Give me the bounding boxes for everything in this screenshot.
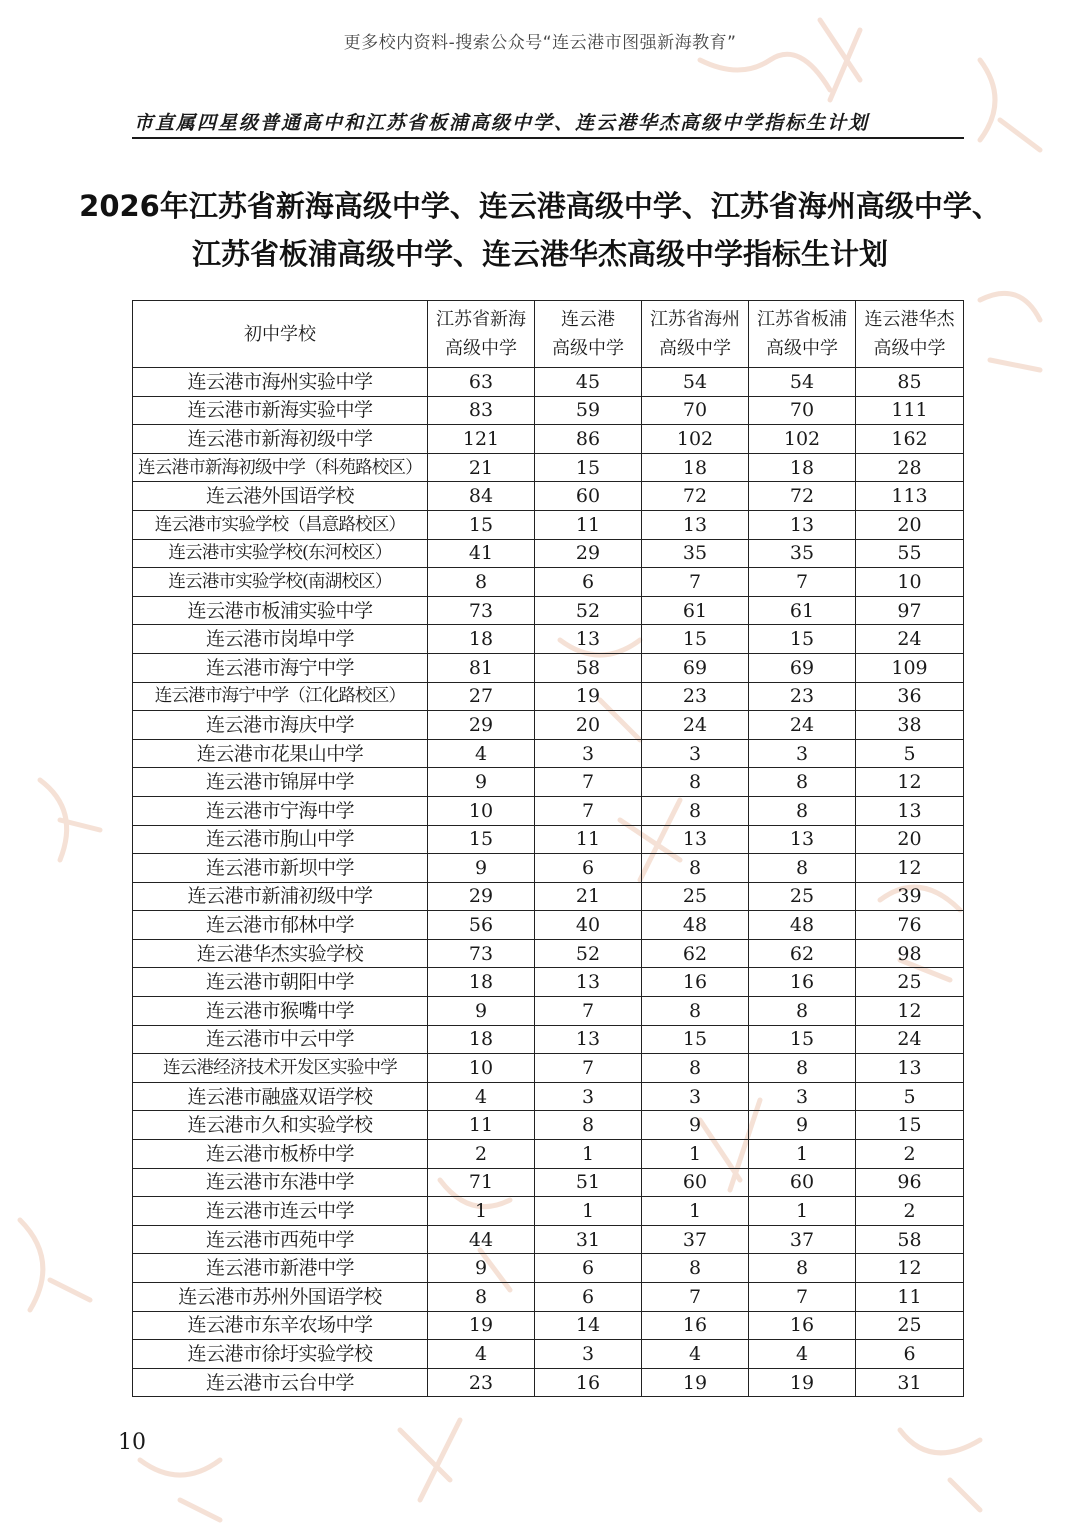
quota-cell: 37 [642,1225,749,1254]
table-row [133,854,964,883]
school-name-cell: 连云港市花果山中学 [133,739,428,768]
table-row [133,396,964,425]
table-row [133,453,964,482]
table-row [133,425,964,454]
quota-cell: 15 [428,510,535,539]
table-row [133,1054,964,1083]
column-header-line1: 江苏省海州 [650,309,740,330]
quota-cell: 19 [428,1311,535,1340]
quota-cell: 10 [856,568,964,597]
quota-cell: 12 [856,1254,964,1283]
quota-cell: 4 [642,1340,749,1369]
quota-cell: 13 [856,1054,964,1083]
quota-cell: 24 [642,711,749,740]
school-name-cell: 连云港市新浦初级中学 [133,882,428,911]
table-row [133,1082,964,1111]
quota-cell: 1 [642,1197,749,1226]
quota-cell: 84 [428,482,535,511]
quota-cell: 7 [749,1283,856,1312]
quota-cell: 19 [535,682,642,711]
quota-cell: 9 [428,854,535,883]
quota-cell: 1 [749,1197,856,1226]
quota-cell: 15 [856,1111,964,1140]
quota-cell: 16 [642,968,749,997]
school-name-cell: 连云港市新海实验中学 [133,396,428,425]
quota-cell: 13 [749,510,856,539]
school-name-cell: 连云港市连云中学 [133,1197,428,1226]
quota-cell: 85 [856,368,964,397]
quota-cell: 58 [535,653,642,682]
quota-cell: 4 [749,1340,856,1369]
quota-cell: 52 [535,939,642,968]
quota-cell: 2 [856,1197,964,1226]
quota-cell: 97 [856,596,964,625]
quota-cell: 3 [535,739,642,768]
school-name-cell: 连云港市朝阳中学 [133,968,428,997]
quota-cell: 7 [749,568,856,597]
school-name-cell: 连云港市实验学校（昌意路校区） [133,510,428,539]
quota-cell: 20 [856,510,964,539]
quota-cell: 25 [749,882,856,911]
column-header-line1: 江苏省新海 [436,309,526,330]
quota-cell: 6 [535,1254,642,1283]
quota-plan-table [132,300,964,1397]
school-name-cell: 连云港市东辛农场中学 [133,1311,428,1340]
table-row [133,510,964,539]
quota-cell: 162 [856,425,964,454]
quota-cell: 13 [749,825,856,854]
quota-cell: 55 [856,539,964,568]
school-name-cell: 连云港市实验学校(东河校区） [133,539,428,568]
page-title-line-1: 2026年江苏省新海高级中学、连云港高级中学、江苏省海州高级中学、 [79,189,1001,223]
quota-cell: 8 [642,1054,749,1083]
quota-cell: 58 [856,1225,964,1254]
quota-cell: 19 [749,1368,856,1397]
quota-cell: 60 [749,1168,856,1197]
table-row [133,568,964,597]
quota-cell: 8 [642,1254,749,1283]
quota-cell: 109 [856,653,964,682]
quota-cell: 8 [535,1111,642,1140]
quota-cell: 45 [535,368,642,397]
table-row [133,682,964,711]
quota-cell: 102 [749,425,856,454]
school-name-cell: 连云港市海庆中学 [133,711,428,740]
quota-cell: 6 [535,568,642,597]
table-row [133,711,964,740]
page-number: 10 [118,1430,146,1455]
school-name-cell: 连云港市板桥中学 [133,1140,428,1169]
page-title-line-2: 江苏省板浦高级中学、连云港华杰高级中学指标生计划 [191,237,888,271]
quota-cell: 11 [535,825,642,854]
school-name-cell: 连云港市新港中学 [133,1254,428,1283]
quota-cell: 9 [642,1111,749,1140]
column-header-line1: 连云港华杰 [864,309,955,330]
column-header-line1: 连云港 [561,309,615,330]
quota-cell: 6 [856,1340,964,1369]
quota-cell: 29 [428,882,535,911]
quota-cell: 69 [749,653,856,682]
quota-cell: 70 [642,396,749,425]
quota-cell: 51 [535,1168,642,1197]
quota-cell: 25 [856,1311,964,1340]
table-row [133,653,964,682]
school-name-cell: 连云港市海宁中学 [133,653,428,682]
quota-cell: 96 [856,1168,964,1197]
table-row [133,825,964,854]
table-row [133,596,964,625]
school-name-cell: 连云港市实验学校(南湖校区） [133,568,428,597]
table-row [133,768,964,797]
school-name-cell: 连云港市朐山中学 [133,825,428,854]
quota-cell: 60 [535,482,642,511]
quota-cell: 2 [856,1140,964,1169]
quota-cell: 2 [428,1140,535,1169]
quota-cell: 16 [749,968,856,997]
column-header-2 [535,301,642,368]
quota-cell: 25 [642,882,749,911]
quota-cell: 21 [535,882,642,911]
quota-cell: 8 [642,997,749,1026]
table-row [133,1168,964,1197]
quota-cell: 52 [535,596,642,625]
quota-cell: 111 [856,396,964,425]
quota-cell: 69 [642,653,749,682]
quota-cell: 121 [428,425,535,454]
quota-cell: 10 [428,1054,535,1083]
school-name-cell: 连云港市云台中学 [133,1368,428,1397]
table-row [133,625,964,654]
quota-cell: 7 [535,997,642,1026]
quota-cell: 8 [428,568,535,597]
school-name-cell: 连云港市海宁中学（江化路校区） [133,682,428,711]
quota-cell: 23 [428,1368,535,1397]
table-row [133,368,964,397]
quota-cell: 24 [856,1025,964,1054]
table-row [133,1311,964,1340]
school-name-cell: 连云港市新坝中学 [133,854,428,883]
quota-cell: 9 [749,1111,856,1140]
running-head: 市直属四星级普通高中和江苏省板浦高级中学、连云港华杰高级中学指标生计划 [134,112,870,134]
quota-cell: 3 [749,1082,856,1111]
column-header-line2: 高级中学 [766,338,838,359]
quota-cell: 7 [535,1054,642,1083]
quota-cell: 41 [428,539,535,568]
quota-cell: 60 [642,1168,749,1197]
table-row [133,1140,964,1169]
quota-cell: 8 [749,1254,856,1283]
quota-cell: 1 [749,1140,856,1169]
quota-cell: 73 [428,939,535,968]
quota-cell: 9 [428,1254,535,1283]
school-name-cell: 连云港市融盛双语学校 [133,1082,428,1111]
quota-cell: 102 [642,425,749,454]
quota-cell: 4 [428,1340,535,1369]
quota-cell: 3 [535,1340,642,1369]
quota-cell: 5 [856,739,964,768]
table-body [133,368,964,1397]
quota-cell: 18 [642,453,749,482]
column-header-line1: 初中学校 [244,323,316,345]
quota-cell: 61 [749,596,856,625]
quota-cell: 16 [749,1311,856,1340]
top-promo-note: 更多校内资料-搜索公众号“连云港市图强新海教育” [343,33,737,53]
quota-cell: 36 [856,682,964,711]
school-name-cell: 连云港市新海初级中学 [133,425,428,454]
school-name-cell: 连云港市宁海中学 [133,796,428,825]
table-row [133,1254,964,1283]
quota-cell: 15 [428,825,535,854]
quota-cell: 13 [642,825,749,854]
quota-cell: 29 [428,711,535,740]
quota-cell: 3 [642,739,749,768]
quota-cell: 8 [749,768,856,797]
quota-cell: 35 [749,539,856,568]
table-row [133,997,964,1026]
quota-cell: 13 [535,1025,642,1054]
school-name-cell: 连云港外国语学校 [133,482,428,511]
school-name-cell: 连云港市猴嘴中学 [133,997,428,1026]
quota-cell: 29 [535,539,642,568]
quota-cell: 16 [642,1311,749,1340]
quota-cell: 9 [428,997,535,1026]
quota-cell: 39 [856,882,964,911]
quota-cell: 15 [535,453,642,482]
quota-cell: 44 [428,1225,535,1254]
quota-cell: 13 [535,968,642,997]
school-name-cell: 连云港市新海初级中学（科苑路校区） [133,453,428,482]
quota-cell: 61 [642,596,749,625]
column-header-line2: 高级中学 [552,338,624,359]
quota-cell: 15 [749,625,856,654]
school-name-cell: 连云港市板浦实验中学 [133,596,428,625]
table-row [133,539,964,568]
quota-cell: 81 [428,653,535,682]
quota-cell: 24 [856,625,964,654]
quota-cell: 20 [856,825,964,854]
school-name-cell: 连云港市西苑中学 [133,1225,428,1254]
school-name-cell: 连云港市锦屏中学 [133,768,428,797]
quota-cell: 12 [856,768,964,797]
quota-cell: 1 [642,1140,749,1169]
quota-cell: 15 [642,1025,749,1054]
quota-cell: 63 [428,368,535,397]
quota-cell: 3 [642,1082,749,1111]
quota-cell: 11 [428,1111,535,1140]
column-header-5 [856,301,964,368]
table-row [133,739,964,768]
quota-cell: 113 [856,482,964,511]
column-header-1 [428,301,535,368]
column-header-line2: 高级中学 [445,338,517,359]
quota-cell: 48 [642,911,749,940]
table-row [133,1368,964,1397]
quota-cell: 73 [428,596,535,625]
table-row [133,911,964,940]
quota-cell: 59 [535,396,642,425]
quota-cell: 40 [535,911,642,940]
quota-cell: 4 [428,739,535,768]
school-name-cell: 连云港市苏州外国语学校 [133,1283,428,1312]
quota-cell: 1 [535,1197,642,1226]
quota-cell: 27 [428,682,535,711]
quota-cell: 3 [535,1082,642,1111]
quota-cell: 14 [535,1311,642,1340]
quota-cell: 24 [749,711,856,740]
quota-cell: 15 [749,1025,856,1054]
column-header-school [133,301,428,368]
school-name-cell: 连云港市岗埠中学 [133,625,428,654]
quota-cell: 1 [535,1140,642,1169]
quota-cell: 37 [749,1225,856,1254]
quota-cell: 48 [749,911,856,940]
quota-cell: 18 [428,1025,535,1054]
table-row [133,968,964,997]
quota-cell: 18 [428,625,535,654]
quota-cell: 71 [428,1168,535,1197]
quota-cell: 28 [856,453,964,482]
quota-cell: 62 [642,939,749,968]
table-row [133,882,964,911]
column-header-4 [749,301,856,368]
quota-cell: 23 [642,682,749,711]
header-rule [132,137,964,139]
column-header-3 [642,301,749,368]
table-row [133,939,964,968]
quota-cell: 6 [535,1283,642,1312]
quota-cell: 31 [856,1368,964,1397]
school-name-cell: 连云港市郁林中学 [133,911,428,940]
quota-cell: 8 [749,796,856,825]
quota-cell: 8 [428,1283,535,1312]
quota-cell: 11 [535,510,642,539]
quota-cell: 35 [642,539,749,568]
quota-cell: 83 [428,396,535,425]
school-name-cell: 连云港华杰实验学校 [133,939,428,968]
quota-cell: 3 [749,739,856,768]
table-row [133,482,964,511]
table-header-row [133,301,964,368]
quota-cell: 13 [535,625,642,654]
table-row [133,796,964,825]
quota-cell: 12 [856,854,964,883]
quota-cell: 7 [642,568,749,597]
school-name-cell: 连云港市久和实验学校 [133,1111,428,1140]
quota-cell: 11 [856,1283,964,1312]
quota-cell: 54 [642,368,749,397]
quota-cell: 7 [535,796,642,825]
quota-cell: 18 [749,453,856,482]
quota-cell: 9 [428,768,535,797]
table-row [133,1111,964,1140]
quota-cell: 7 [535,768,642,797]
quota-cell: 18 [428,968,535,997]
quota-cell: 16 [535,1368,642,1397]
quota-cell: 15 [642,625,749,654]
quota-cell: 19 [642,1368,749,1397]
quota-cell: 62 [749,939,856,968]
quota-cell: 8 [642,768,749,797]
quota-cell: 6 [535,854,642,883]
table-row [133,1197,964,1226]
quota-cell: 38 [856,711,964,740]
quota-cell: 5 [856,1082,964,1111]
quota-cell: 13 [856,796,964,825]
quota-cell: 56 [428,911,535,940]
quota-cell: 86 [535,425,642,454]
column-header-line2: 高级中学 [659,338,731,359]
quota-cell: 54 [749,368,856,397]
quota-cell: 8 [642,796,749,825]
column-header-line2: 高级中学 [873,338,946,359]
quota-cell: 13 [642,510,749,539]
quota-cell: 20 [535,711,642,740]
quota-cell: 72 [749,482,856,511]
quota-cell: 76 [856,911,964,940]
table-row [133,1025,964,1054]
quota-cell: 21 [428,453,535,482]
school-name-cell: 连云港市海州实验中学 [133,368,428,397]
quota-cell: 4 [428,1082,535,1111]
quota-cell: 25 [856,968,964,997]
quota-cell: 23 [749,682,856,711]
school-name-cell: 连云港经济技术开发区实验中学 [133,1054,428,1083]
school-name-cell: 连云港市中云中学 [133,1025,428,1054]
quota-cell: 98 [856,939,964,968]
quota-cell: 7 [642,1283,749,1312]
quota-cell: 8 [642,854,749,883]
quota-cell: 8 [749,997,856,1026]
column-header-line1: 江苏省板浦 [757,309,847,330]
quota-cell: 31 [535,1225,642,1254]
table-row [133,1283,964,1312]
table-row [133,1225,964,1254]
school-name-cell: 连云港市东港中学 [133,1168,428,1197]
quota-cell: 12 [856,997,964,1026]
quota-cell: 1 [428,1197,535,1226]
quota-cell: 8 [749,854,856,883]
quota-cell: 10 [428,796,535,825]
quota-cell: 8 [749,1054,856,1083]
table-row [133,1340,964,1369]
quota-cell: 70 [749,396,856,425]
quota-cell: 72 [642,482,749,511]
school-name-cell: 连云港市徐圩实验学校 [133,1340,428,1369]
